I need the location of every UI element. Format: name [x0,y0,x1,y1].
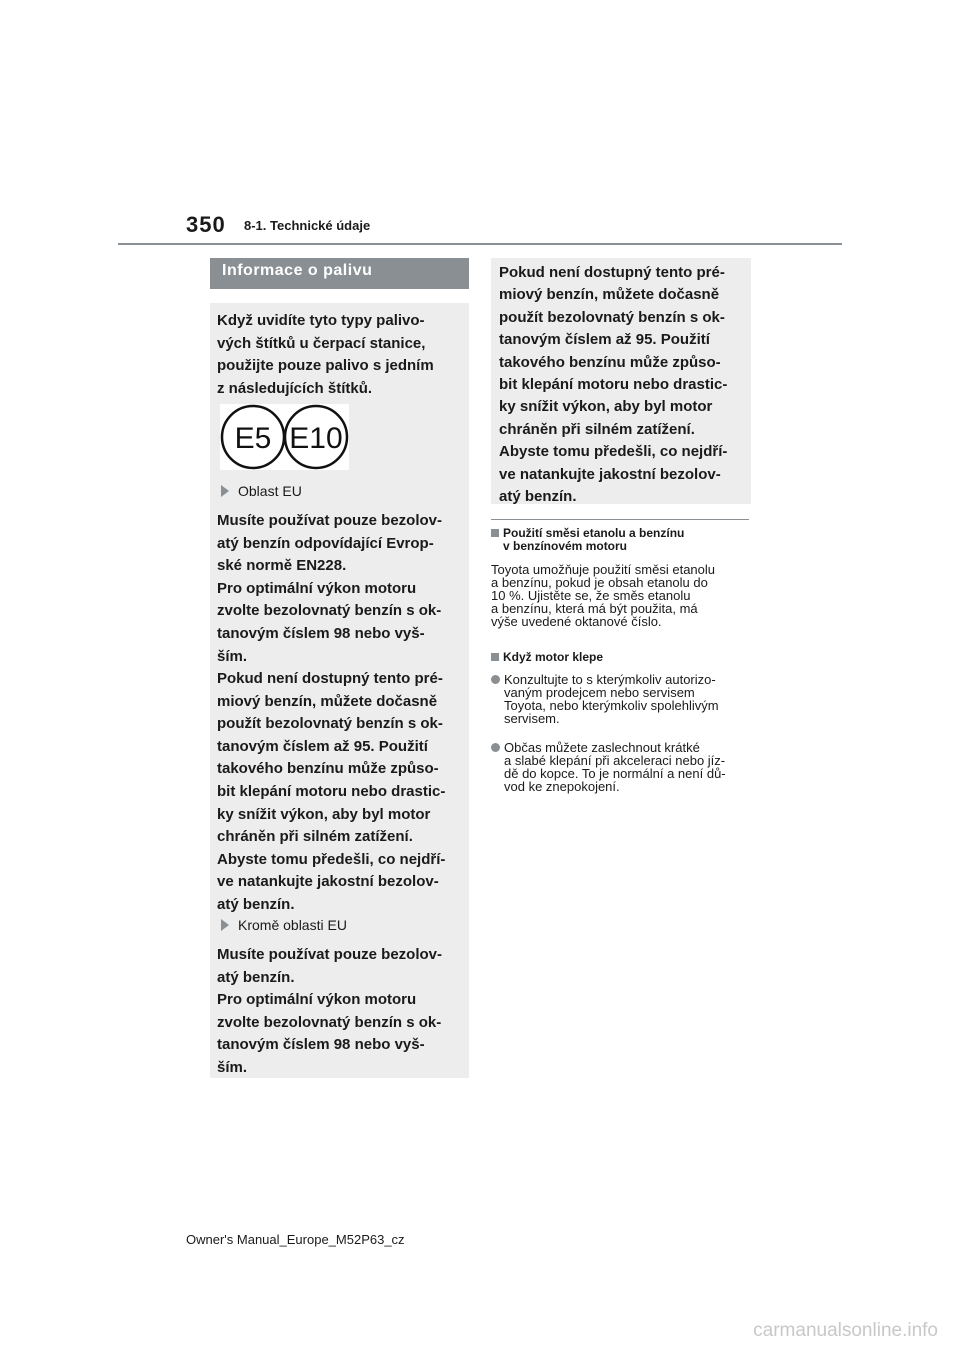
ethanol-heading [491,527,751,553]
section-title: 8-1. Technické údaje [244,218,371,233]
knock-heading [491,651,751,664]
page-number: 350 [186,212,226,237]
fuel-info-box-continued [491,258,751,504]
e10-label-text: E10 [289,422,343,455]
region-eu-label: Oblast EU [238,483,302,499]
watermark: carmanualsonline.info [753,1320,938,1341]
page-title: Informace o palivu [210,258,469,289]
knock-heading-text: Když motor klepe [503,650,604,664]
knock-bullet-1-text: Konzultujte to s kterýmkoliv autorizo- vaným prodejcem nebo servisem Toyota, nebo kterýmkoliv spolehlivým servisem. [504,672,719,726]
knock-bullet-2-text: Občas můžete zaslechnout krátké a slabé klepání při akceleraci nebo jíz- dě do kopce. To je normální a není dů- vod ke znepokojení. [504,740,726,794]
region-non-eu [210,916,347,934]
region-eu [210,482,302,500]
non-eu-paragraph: Musíte používat pouze bezolov- atý benzín. Pro optimální výkon motoru zvolte bezolovnatý benzín s ok- tanovým číslem 98 nebo vyš- ším. [217,946,443,1076]
eu-paragraph-2: Pokud není dostupný tento pré- miový benzín, můžete dočasně použít bezolovnatý benzín s ok- tanovým číslem až 95. Použití takového benzínu může způso- bit klepání motoru nebo drastic- ky snížit výkon, aby byl motor chráněn při silném zatížení. Abyste tomu předešli, co nejdří- ve natankujte jakostní bezolov- atý benzín. [217,670,446,913]
notes-divider [491,519,749,520]
right-paragraph: Pokud není dostupný tento pré- miový benzín, můžete dočasně použít bezolovnatý benzín s ok- tanovým číslem až 95. Použití takového benzínu může způso- bit klepání motoru nebo drastic- ky snížit výkon, aby byl motor chráněn při silném zatížení. Abyste tomu předešli, co nejdří- ve natankujte jakostní bezolov- atý benzín. [499,264,728,506]
ethanol-heading-text: Použití směsi etanolu a benzínu v benzínovém motoru [503,526,685,553]
intro-text: Když uvidíte tyto typy palivo- vých štítků u čerpací stanice, použijte pouze palivo s jedním z následujících štítků. [217,312,434,397]
footer-text: Owner's Manual_Europe_M52P63_cz [186,1232,405,1247]
circle-bullet-icon [491,743,500,752]
triangle-bullet-icon [221,919,229,931]
region-non-eu-label: Kromě oblasti EU [238,917,347,933]
ethanol-text: Toyota umožňuje použití směsi etanolu a benzínu, pokud je obsah etanolu do 10 %. Ujistěte se, že směs etanolu a benzínu, která má být použita, má výše uvedené oktanové číslo. [491,562,716,629]
e5-label-text: E5 [234,422,272,455]
circle-bullet-icon [491,675,500,684]
fuel-labels-image [220,404,349,470]
triangle-bullet-icon [221,485,229,497]
eu-paragraph-1: Musíte používat pouze bezolov- atý benzín odpovídající Evrop- ské normě EN228. Pro optimální výkon motoru zvolte bezolovnatý benzín s ok- tanovým číslem 98 nebo vyš- ším. [217,512,443,665]
fuel-label-circles [220,404,349,470]
knock-bullet-1 [491,673,751,725]
header-divider [118,243,842,245]
square-bullet-icon [491,529,499,537]
square-bullet-icon [491,653,499,661]
knock-bullet-2 [491,741,751,793]
